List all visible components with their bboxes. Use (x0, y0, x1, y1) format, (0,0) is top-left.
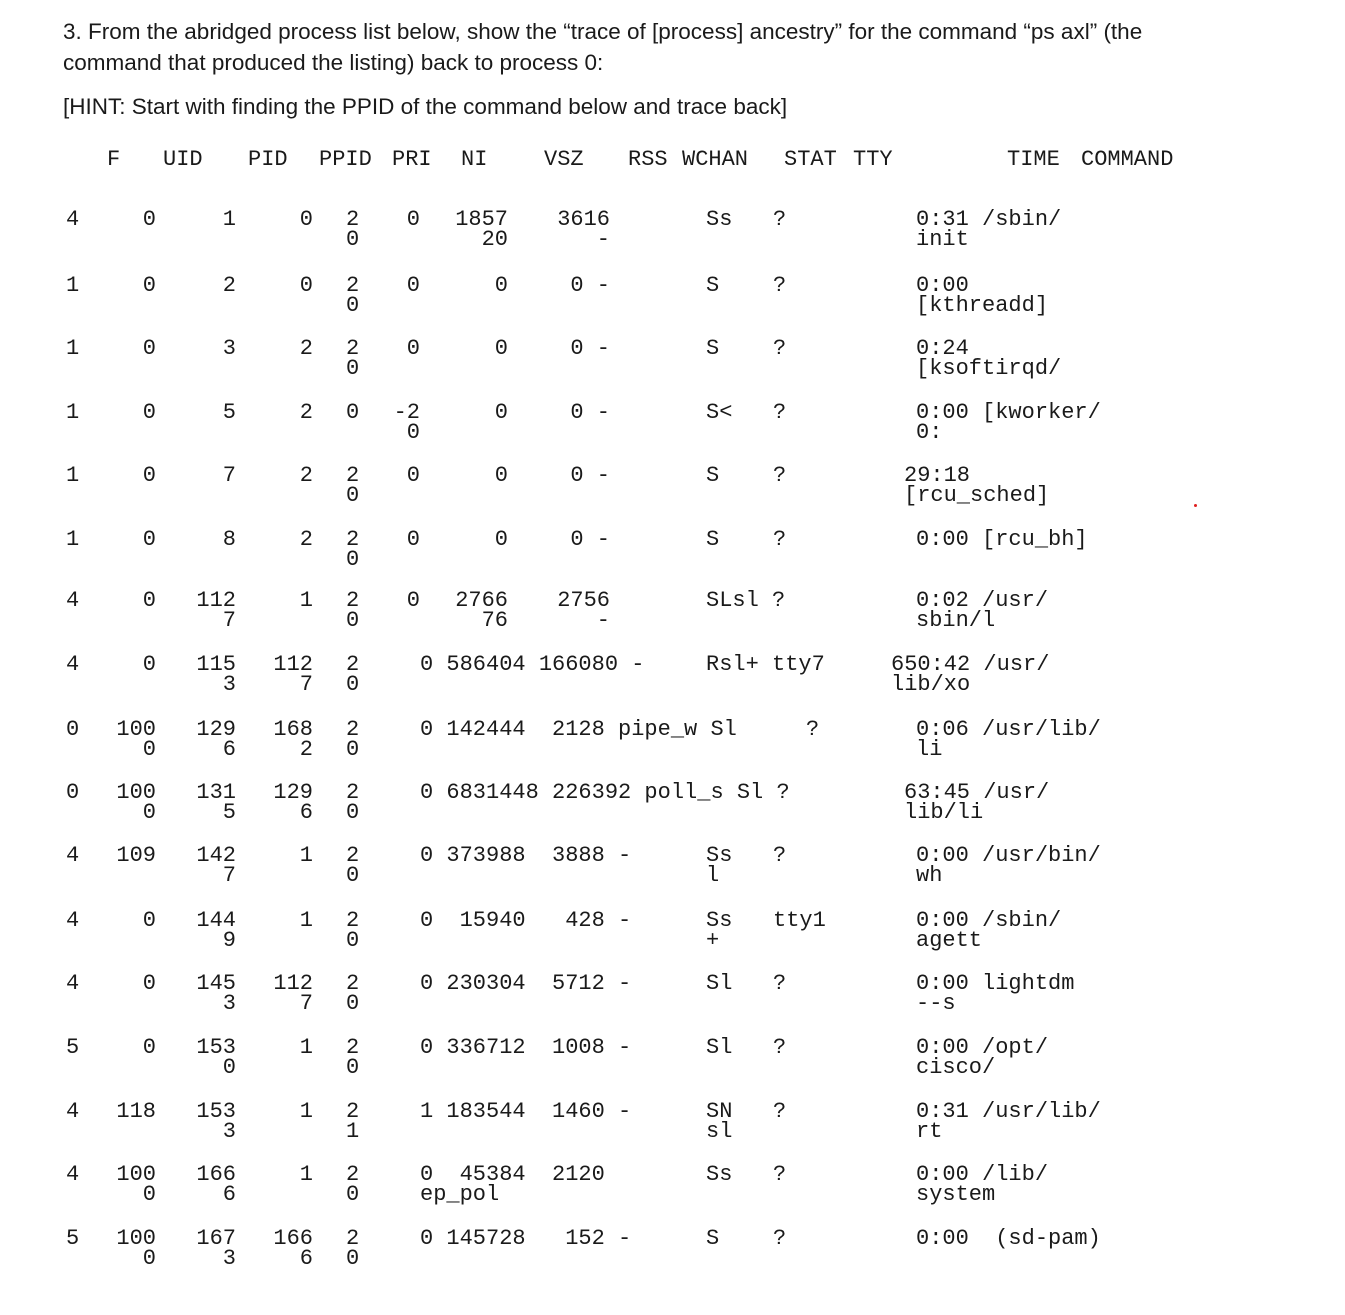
header-ppid: PPID (319, 147, 372, 172)
cell-ni: 0 373988 3888 - (420, 843, 632, 868)
cell-vsz: 0 (494, 463, 508, 488)
cell-pri: 2 0 (346, 971, 360, 1016)
header-vsz: VSZ (544, 147, 584, 172)
cell-stat: S (706, 527, 720, 552)
cell-f: 1 (66, 273, 80, 298)
cell-tty: ? (773, 273, 787, 298)
cell-f: 4 (66, 588, 80, 613)
table-row (0, 463, 1345, 528)
table-row (0, 1162, 1345, 1227)
cell-rss: 2756 - (557, 588, 610, 633)
header-ni: NI (461, 147, 488, 172)
cell-stat: Ss (706, 207, 733, 232)
cell-pri: 2 0 (346, 588, 360, 633)
cell-timecmd: 0:00 [rcu_bh] (916, 527, 1088, 552)
cell-tty: ? (773, 527, 787, 552)
cell-rss: 3616 - (557, 207, 610, 252)
cell-stat: S (706, 1226, 720, 1251)
cell-pid: 142 7 (196, 843, 236, 888)
cell-f: 4 (66, 908, 80, 933)
cell-uid: 100 0 (116, 1162, 156, 1207)
cell-pid: 2 (222, 273, 236, 298)
cell-tty: ? (773, 463, 787, 488)
cell-timecmd: 0:00 /sbin/ agett (916, 908, 1062, 953)
cell-uid: 0 (142, 207, 156, 232)
cell-vsz: 2766 76 (455, 588, 508, 633)
cell-tty: ? (773, 400, 787, 425)
cell-ppid: 1 (299, 843, 313, 868)
cell-ni: 0 (406, 527, 420, 552)
cell-vsz: 0 (494, 273, 508, 298)
cell-uid: 100 0 (116, 780, 156, 825)
cell-f: 5 (66, 1035, 80, 1060)
cell-ppid: 2 (299, 400, 313, 425)
cell-f: 0 (66, 717, 80, 742)
question-line-1: 3. From the abridged process list below, show the “trace of [process] ancestry” for the command “ps axl” (the (63, 19, 1143, 44)
cell-ni: 0 336712 1008 - (420, 1035, 632, 1060)
cell-pid: 129 6 (196, 717, 236, 762)
cell-uid: 0 (142, 652, 156, 677)
cell-uid: 118 (116, 1099, 156, 1124)
cell-timecmd: 0:06 /usr/lib/ li (916, 717, 1101, 762)
cell-pid: 144 9 (196, 908, 236, 953)
cell-ni: 0 142444 2128 pipe_w Sl (420, 717, 737, 742)
cell-tty: ? (773, 1035, 787, 1060)
cell-timecmd: 0:31 /sbin/ init (916, 207, 1062, 252)
cell-stat: Rsl+ tty7 (706, 652, 825, 677)
cell-pri: 2 0 (346, 908, 360, 953)
cell-ni: 1 183544 1460 - (420, 1099, 632, 1124)
cell-timecmd: 0:02 /usr/ sbin/l (916, 588, 1049, 633)
cell-rss: 0 - (570, 463, 610, 488)
cell-pri: 2 0 (346, 780, 360, 825)
cell-timecmd: 650:42 /usr/ lib/xo (891, 652, 1050, 697)
cell-uid: 109 (116, 843, 156, 868)
cell-pid: 115 3 (196, 652, 236, 697)
table-row (0, 588, 1345, 653)
cell-ppid: 168 2 (273, 717, 313, 762)
cell-uid: 0 (142, 588, 156, 613)
cell-ppid: 2 (299, 463, 313, 488)
header-tty: TTY (853, 147, 893, 172)
hint-text: [HINT: Start with finding the PPID of the command below and trace back] (63, 94, 788, 119)
cell-vsz: 0 (494, 527, 508, 552)
cell-rss: 0 - (570, 336, 610, 361)
cell-pri: 2 0 (346, 273, 360, 318)
cell-stat: SLsl ? (706, 588, 786, 613)
cell-pid: 145 3 (196, 971, 236, 1016)
cell-pid: 131 5 (196, 780, 236, 825)
cell-f: 5 (66, 1226, 80, 1251)
cell-pid: 3 (222, 336, 236, 361)
cell-pri: 2 0 (346, 1226, 360, 1271)
cell-tty: ? (773, 843, 787, 868)
table-row (0, 843, 1345, 908)
cell-pid: 153 0 (196, 1035, 236, 1080)
table-row (0, 400, 1345, 465)
cell-uid: 0 (142, 971, 156, 996)
cell-ppid: 112 7 (273, 971, 313, 1016)
question-line-2: command that produced the listing) back to process 0: (63, 50, 604, 75)
cell-uid: 0 (142, 400, 156, 425)
cell-tty: ? (773, 1099, 787, 1124)
cell-pri: 2 0 (346, 652, 360, 697)
table-row (0, 527, 1345, 592)
cell-ni: -2 0 (393, 400, 420, 445)
cell-timecmd: 0:00 /lib/ system (916, 1162, 1049, 1207)
cell-stat: S (706, 336, 720, 361)
cell-uid: 0 (142, 908, 156, 933)
cell-f: 1 (66, 400, 80, 425)
cell-ppid: 0 (299, 207, 313, 232)
cell-f: 1 (66, 336, 80, 361)
cell-timecmd: 0:00 /opt/ cisco/ (916, 1035, 1049, 1080)
cell-stat: Ss l (706, 843, 733, 888)
header-rss: RSS (628, 147, 668, 172)
cell-stat: Sl (706, 1035, 733, 1060)
cell-stat: Sl (706, 971, 733, 996)
table-row (0, 1099, 1345, 1164)
cell-ni: 0 15940 428 - (420, 908, 632, 933)
cell-ppid: 129 6 (273, 780, 313, 825)
cell-ni: 0 (406, 336, 420, 361)
cell-pri: 2 0 (346, 1035, 360, 1080)
cell-uid: 0 (142, 1035, 156, 1060)
cell-pid: 7 (222, 463, 236, 488)
cell-f: 4 (66, 652, 80, 677)
cell-ni: 0 (406, 463, 420, 488)
table-row (0, 908, 1345, 973)
cell-ppid: 1 (299, 908, 313, 933)
cell-ni: 0 (406, 588, 420, 613)
cell-timecmd: 0:00 (sd-pam) (916, 1226, 1101, 1251)
cell-tty: ? (806, 717, 820, 742)
cell-ni: 0 145728 152 - (420, 1226, 632, 1251)
cell-ppid: 112 7 (273, 652, 313, 697)
cell-rss: 0 - (570, 400, 610, 425)
cell-f: 4 (66, 207, 80, 232)
cell-pri: 0 (346, 400, 360, 425)
cell-pri: 2 0 (346, 843, 360, 888)
cell-vsz: 0 (494, 400, 508, 425)
table-row (0, 780, 1345, 845)
cell-pid: 112 7 (196, 588, 236, 633)
cell-uid: 100 0 (116, 717, 156, 762)
cell-ppid: 1 (299, 588, 313, 613)
cell-f: 1 (66, 527, 80, 552)
cell-ni: 0 45384 2120 ep_pol (420, 1162, 605, 1207)
cell-timecmd: 0:00 [kthreadd] (916, 273, 1049, 318)
table-row (0, 207, 1345, 272)
table-row (0, 717, 1345, 782)
cell-stat: Ss (706, 1162, 733, 1187)
cell-ppid: 1 (299, 1162, 313, 1187)
cell-ni: 0 586404 166080 - (420, 652, 645, 677)
cell-pri: 2 0 (346, 1162, 360, 1207)
cell-tty: ? (773, 1226, 787, 1251)
cell-pri: 2 0 (346, 717, 360, 762)
header-pid: PID (248, 147, 288, 172)
cell-pri: 2 1 (346, 1099, 360, 1144)
cell-uid: 0 (142, 336, 156, 361)
table-row (0, 652, 1345, 717)
cell-uid: 100 0 (116, 1226, 156, 1271)
cell-stat: SN sl (706, 1099, 733, 1144)
cell-pri: 2 0 (346, 463, 360, 508)
cell-stat: S (706, 463, 720, 488)
cell-vsz: 0 (494, 336, 508, 361)
cell-uid: 0 (142, 273, 156, 298)
cell-pri: 2 0 (346, 207, 360, 252)
cell-timecmd: 0:00 [kworker/ 0: (916, 400, 1101, 445)
cell-ni: 0 230304 5712 - (420, 971, 632, 996)
cell-timecmd: 0:00 lightdm --s (916, 971, 1075, 1016)
cell-tty: ? (773, 971, 787, 996)
cell-ppid: 1 (299, 1099, 313, 1124)
header-uid: UID (163, 147, 203, 172)
cell-rss: 0 - (570, 527, 610, 552)
cell-timecmd: 0:00 /usr/bin/ wh (916, 843, 1101, 888)
cell-pri: 2 0 (346, 527, 360, 572)
cell-ni: 0 6831448 226392 poll_s Sl ? (420, 780, 790, 805)
header-command: COMMAND (1081, 147, 1174, 172)
cell-ni: 0 (406, 273, 420, 298)
cell-timecmd: 63:45 /usr/ lib/li (904, 780, 1050, 825)
cell-uid: 0 (142, 527, 156, 552)
cell-f: 4 (66, 1099, 80, 1124)
header-f: F (107, 147, 121, 172)
cell-timecmd: 0:31 /usr/lib/ rt (916, 1099, 1101, 1144)
header-stat: STAT (784, 147, 837, 172)
cell-stat: S< (706, 400, 733, 425)
header-wchan: WCHAN (682, 147, 749, 172)
table-row (0, 336, 1345, 401)
cell-tty: ? (773, 336, 787, 361)
table-row (0, 273, 1345, 338)
cell-rss: 0 - (570, 273, 610, 298)
cell-tty: tty1 (773, 908, 826, 933)
table-row (0, 1226, 1345, 1291)
cell-ppid: 2 (299, 336, 313, 361)
cell-pid: 1 (222, 207, 236, 232)
cell-tty: ? (773, 207, 787, 232)
table-row (0, 1035, 1345, 1100)
cell-pri: 2 0 (346, 336, 360, 381)
cell-stat: Ss + (706, 908, 733, 953)
question-text (63, 16, 1263, 78)
cell-pid: 166 6 (196, 1162, 236, 1207)
cell-f: 0 (66, 780, 80, 805)
header-time: TIME (1007, 147, 1060, 172)
cell-f: 4 (66, 843, 80, 868)
cell-f: 4 (66, 1162, 80, 1187)
cell-ppid: 166 6 (273, 1226, 313, 1271)
cell-tty: ? (773, 1162, 787, 1187)
cell-stat: S (706, 273, 720, 298)
header-pri: PRI (392, 147, 432, 172)
cell-pid: 167 3 (196, 1226, 236, 1271)
cell-vsz: 1857 20 (455, 207, 508, 252)
cell-pid: 5 (222, 400, 236, 425)
red-mark (1194, 504, 1197, 507)
cell-f: 1 (66, 463, 80, 488)
cell-ni: 0 (406, 207, 420, 232)
table-row (0, 971, 1345, 1036)
cell-pid: 8 (222, 527, 236, 552)
cell-uid: 0 (142, 463, 156, 488)
cell-timecmd: 29:18 [rcu_sched] (904, 463, 1050, 508)
cell-ppid: 0 (299, 273, 313, 298)
cell-ppid: 2 (299, 527, 313, 552)
cell-pid: 153 3 (196, 1099, 236, 1144)
cell-timecmd: 0:24 [ksoftirqd/ (916, 336, 1062, 381)
cell-f: 4 (66, 971, 80, 996)
cell-ppid: 1 (299, 1035, 313, 1060)
